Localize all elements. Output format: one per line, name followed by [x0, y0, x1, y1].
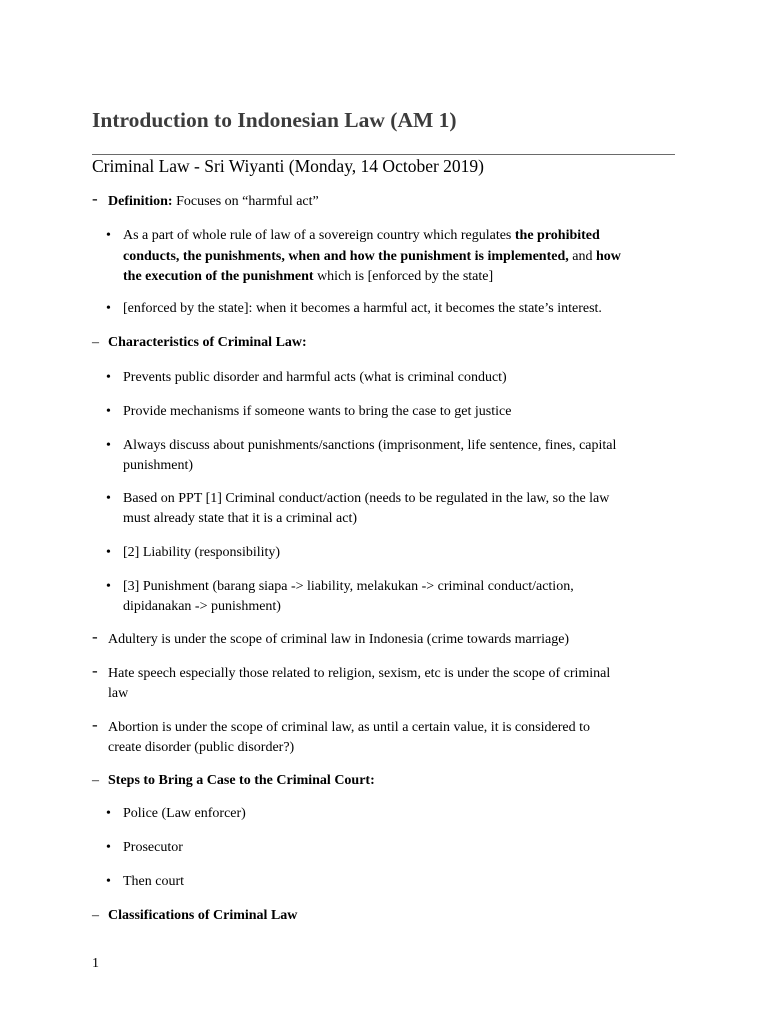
dash-marker: –: [92, 908, 99, 923]
dash-marker: -: [92, 715, 98, 734]
bullet-marker: •: [106, 491, 111, 506]
bullet-marker: •: [106, 370, 111, 385]
dash-marker: -: [92, 627, 98, 646]
definition-label: Definition:: [108, 194, 173, 209]
dash-marker: –: [92, 335, 99, 350]
bullet-marker: •: [106, 806, 111, 821]
bullet-marker: •: [106, 545, 111, 560]
bullet-marker: •: [106, 404, 111, 419]
bullet-marker: •: [106, 301, 111, 316]
definition-text: Focuses on “harmful act”: [172, 194, 319, 209]
bullet-marker: •: [106, 874, 111, 889]
dash-marker: –: [92, 773, 99, 788]
document-title: Introduction to Indonesian Law (AM 1): [92, 108, 457, 132]
dash-marker: -: [92, 661, 98, 680]
page-number: 1: [92, 956, 99, 971]
document-subtitle: Criminal Law - Sri Wiyanti (Monday, 14 October 2019): [92, 154, 675, 177]
bullet-marker: •: [106, 579, 111, 594]
bullet-marker: •: [106, 840, 111, 855]
dash-marker: -: [92, 189, 98, 208]
bullet-marker: •: [106, 228, 111, 243]
bullet-marker: •: [106, 438, 111, 453]
